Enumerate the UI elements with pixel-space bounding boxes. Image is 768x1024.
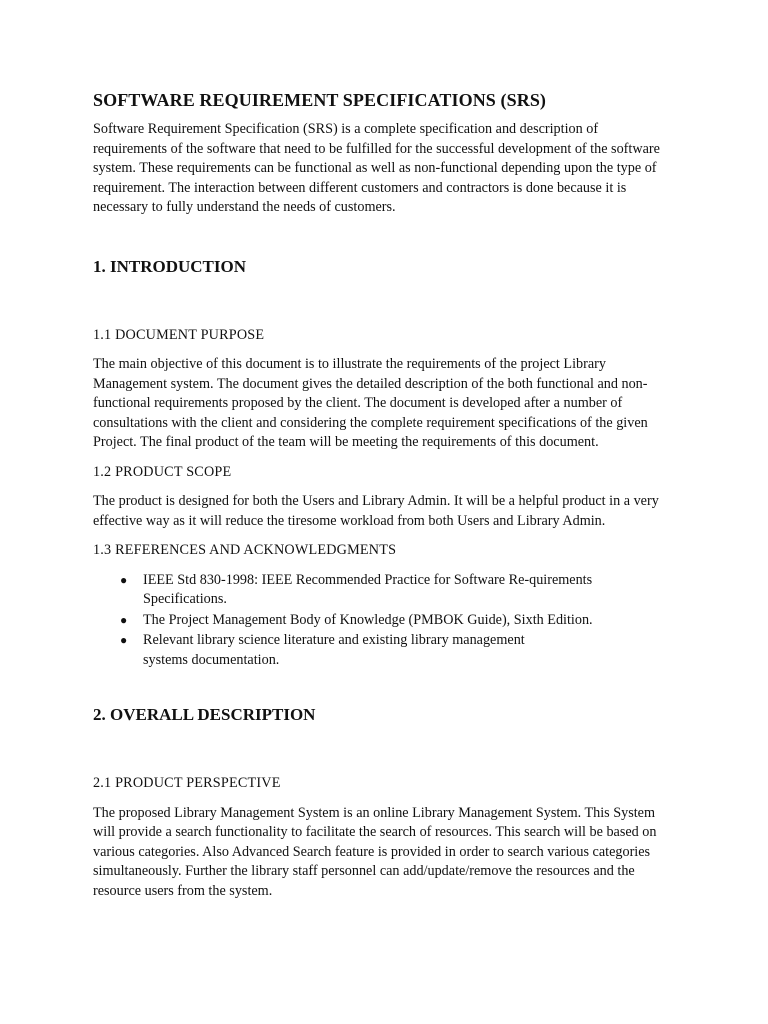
subheading-references: 1.3 REFERENCES AND ACKNOWLEDGMENTS [93, 542, 397, 558]
product-perspective-paragraph: The proposed Library Management System is an online Library Management System. This System will provide a search functionality to facilitate the search of resources. This search will be based on various categories. Also Advanced Search feature is provided in order to search various categories simultaneously. Further the library staff personnel can add/update/remove the resources and the resource users from the system. [93, 804, 657, 899]
section-heading-overall-description: 2. OVERALL DESCRIPTION [93, 705, 316, 724]
bullet-icon: ● [120, 633, 128, 647]
product-scope-paragraph: The product is designed for both the Users and Library Admin. It will be a helpful product in a very effective way as it will reduce the tiresome workload from both Users and Library Admin. [93, 493, 659, 529]
bullet-icon: ● [120, 572, 128, 587]
subheading-document-purpose: 1.1 DOCUMENT PURPOSE [93, 326, 265, 343]
reference-text: Relevant library science literature and existing library management systems documentation. [143, 632, 525, 668]
section-heading-introduction: 1. INTRODUCTION [93, 256, 247, 276]
reference-text: The Project Management Body of Knowledge (PMBOK Guide), Sixth Edition. [143, 611, 593, 628]
list-item [93, 571, 675, 610]
subheading-product-perspective: 2.1 PRODUCT PERSPECTIVE [93, 775, 281, 791]
intro-paragraph: Software Requirement Specification (SRS) is a complete specification and description of requirements of the software that need to be fulfilled for the successful development of the software system. These requirements can be functional as well as non-functional depending upon the type of requirement. The interaction between different customers and contractors is done because it is necessary to fully understand the needs of customers. [93, 121, 660, 215]
reference-text: IEEE Std 830-1998: IEEE Recommended Practice for Software Re-quirements Specifications. [143, 571, 593, 607]
list-item [93, 631, 675, 670]
list-item [93, 611, 675, 631]
subheading-product-scope: 1.2 PRODUCT SCOPE [93, 463, 232, 480]
bullet-icon: ● [120, 612, 128, 627]
document-page [93, 88, 675, 911]
document-title: SOFTWARE REQUIREMENT SPECIFICATIONS (SRS) [93, 90, 547, 110]
document-purpose-paragraph: The main objective of this document is to illustrate the requirements of the project Library Management system. The document gives the detailed description of the both functional and non-functional requirements proposed by the client. The document is developed after a number of consultations with the client and considering the complete requirement specifications of the given Project. The final product of the team will be meeting the requirements of this document. [93, 356, 648, 450]
references-list [93, 571, 675, 671]
